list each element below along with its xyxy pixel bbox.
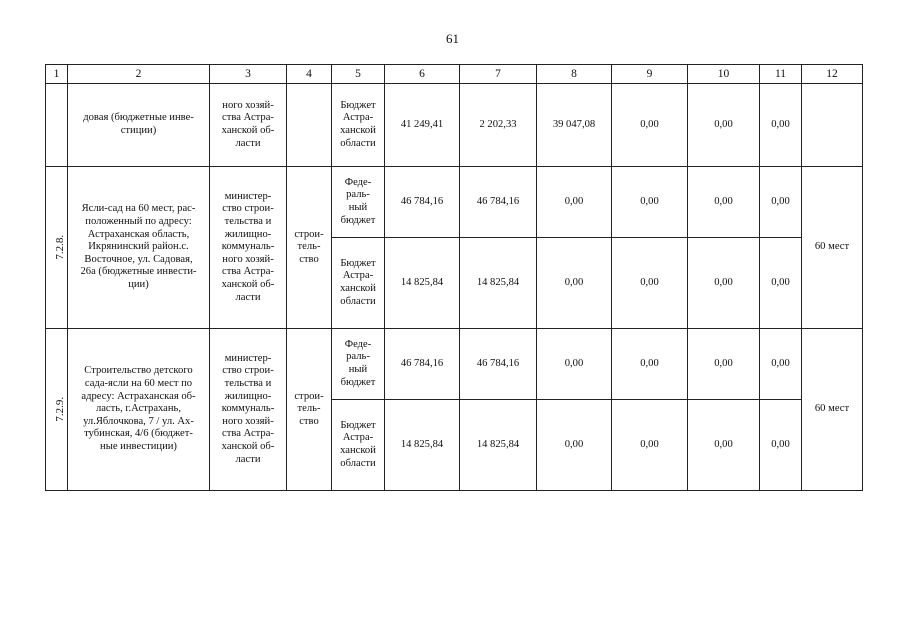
work-type-cell: строи- тель- ство (287, 329, 332, 491)
header-cell: 11 (760, 65, 802, 84)
result-cell: 60 мест (802, 167, 863, 329)
value-cell: 0,00 (537, 238, 612, 329)
value-cell: 0,00 (688, 238, 760, 329)
value-cell: 39 047,08 (537, 84, 612, 167)
organization-cell: ного хозяй- ства Астра- ханской об- ласти (210, 84, 287, 167)
value-cell: 14 825,84 (460, 238, 537, 329)
work-type-cell (287, 84, 332, 167)
page-number: 61 (446, 31, 459, 46)
row-number-cell (46, 84, 68, 167)
header-cell: 8 (537, 65, 612, 84)
header-cell: 5 (332, 65, 385, 84)
header-cell: 12 (802, 65, 863, 84)
header-cell: 6 (385, 65, 460, 84)
value-cell: 14 825,84 (385, 400, 460, 491)
budget-source-cell: Бюджет Астра- ханской области (332, 238, 385, 329)
value-cell: 0,00 (760, 329, 802, 400)
value-cell: 0,00 (612, 238, 688, 329)
value-cell: 0,00 (688, 400, 760, 491)
value-cell: 0,00 (688, 167, 760, 238)
organization-cell: министер- ство строи- тельства и жилищно- коммуналь- ного хозяй- ства Астра- ханской об- ласти (210, 167, 287, 329)
row-number-cell: 7.2.8. (46, 167, 68, 329)
value-cell: 46 784,16 (385, 167, 460, 238)
budget-source-cell: Бюджет Астра- ханской области (332, 84, 385, 167)
value-cell: 0,00 (537, 400, 612, 491)
object-name-cell: довая (бюджетные инве- стиции) (68, 84, 210, 167)
table-row (46, 329, 863, 400)
budget-source-cell: Феде- раль- ный бюджет (332, 167, 385, 238)
result-cell (802, 84, 863, 167)
header-cell: 10 (688, 65, 760, 84)
header-cell: 9 (612, 65, 688, 84)
object-name-cell: Строительство детского сада-ясли на 60 мест по адресу: Астраханская об- ласть, г.Астрахань, ул.Яблочкова, 7 / ул. Ах- тубинская, 4/6 (бюджет- ные инвестиции) (68, 329, 210, 491)
header-cell: 2 (68, 65, 210, 84)
value-cell: 46 784,16 (385, 329, 460, 400)
value-cell: 0,00 (760, 167, 802, 238)
value-cell: 14 825,84 (460, 400, 537, 491)
header-cell: 3 (210, 65, 287, 84)
value-cell: 0,00 (760, 400, 802, 491)
value-cell: 46 784,16 (460, 167, 537, 238)
work-type-cell: строи- тель- ство (287, 167, 332, 329)
value-cell: 0,00 (612, 400, 688, 491)
value-cell: 14 825,84 (385, 238, 460, 329)
budget-source-cell: Феде- раль- ный бюджет (332, 329, 385, 400)
header-cell: 7 (460, 65, 537, 84)
value-cell: 0,00 (688, 84, 760, 167)
header-cell: 4 (287, 65, 332, 84)
result-cell: 60 мест (802, 329, 863, 491)
value-cell: 41 249,41 (385, 84, 460, 167)
object-name-cell: Ясли-сад на 60 мест, рас- положенный по адресу: Астраханская область, Икрянинский район.с. Восточное, ул. Садовая, 26а (бюджетные инвести- ции) (68, 167, 210, 329)
table-row (46, 167, 863, 238)
header-cell: 1 (46, 65, 68, 84)
header-row (46, 65, 863, 84)
value-cell: 0,00 (537, 167, 612, 238)
value-cell: 0,00 (612, 329, 688, 400)
value-cell: 2 202,33 (460, 84, 537, 167)
value-cell: 46 784,16 (460, 329, 537, 400)
table-row (46, 84, 863, 167)
value-cell: 0,00 (760, 238, 802, 329)
budget-source-cell: Бюджет Астра- ханской области (332, 400, 385, 491)
value-cell: 0,00 (537, 329, 612, 400)
row-number-cell: 7.2.9. (46, 329, 68, 491)
value-cell: 0,00 (612, 84, 688, 167)
value-cell: 0,00 (612, 167, 688, 238)
value-cell: 0,00 (760, 84, 802, 167)
value-cell: 0,00 (688, 329, 760, 400)
organization-cell: министер- ство строи- тельства и жилищно- коммуналь- ного хозяй- ства Астра- ханской об- ласти (210, 329, 287, 491)
program-table (45, 64, 863, 491)
